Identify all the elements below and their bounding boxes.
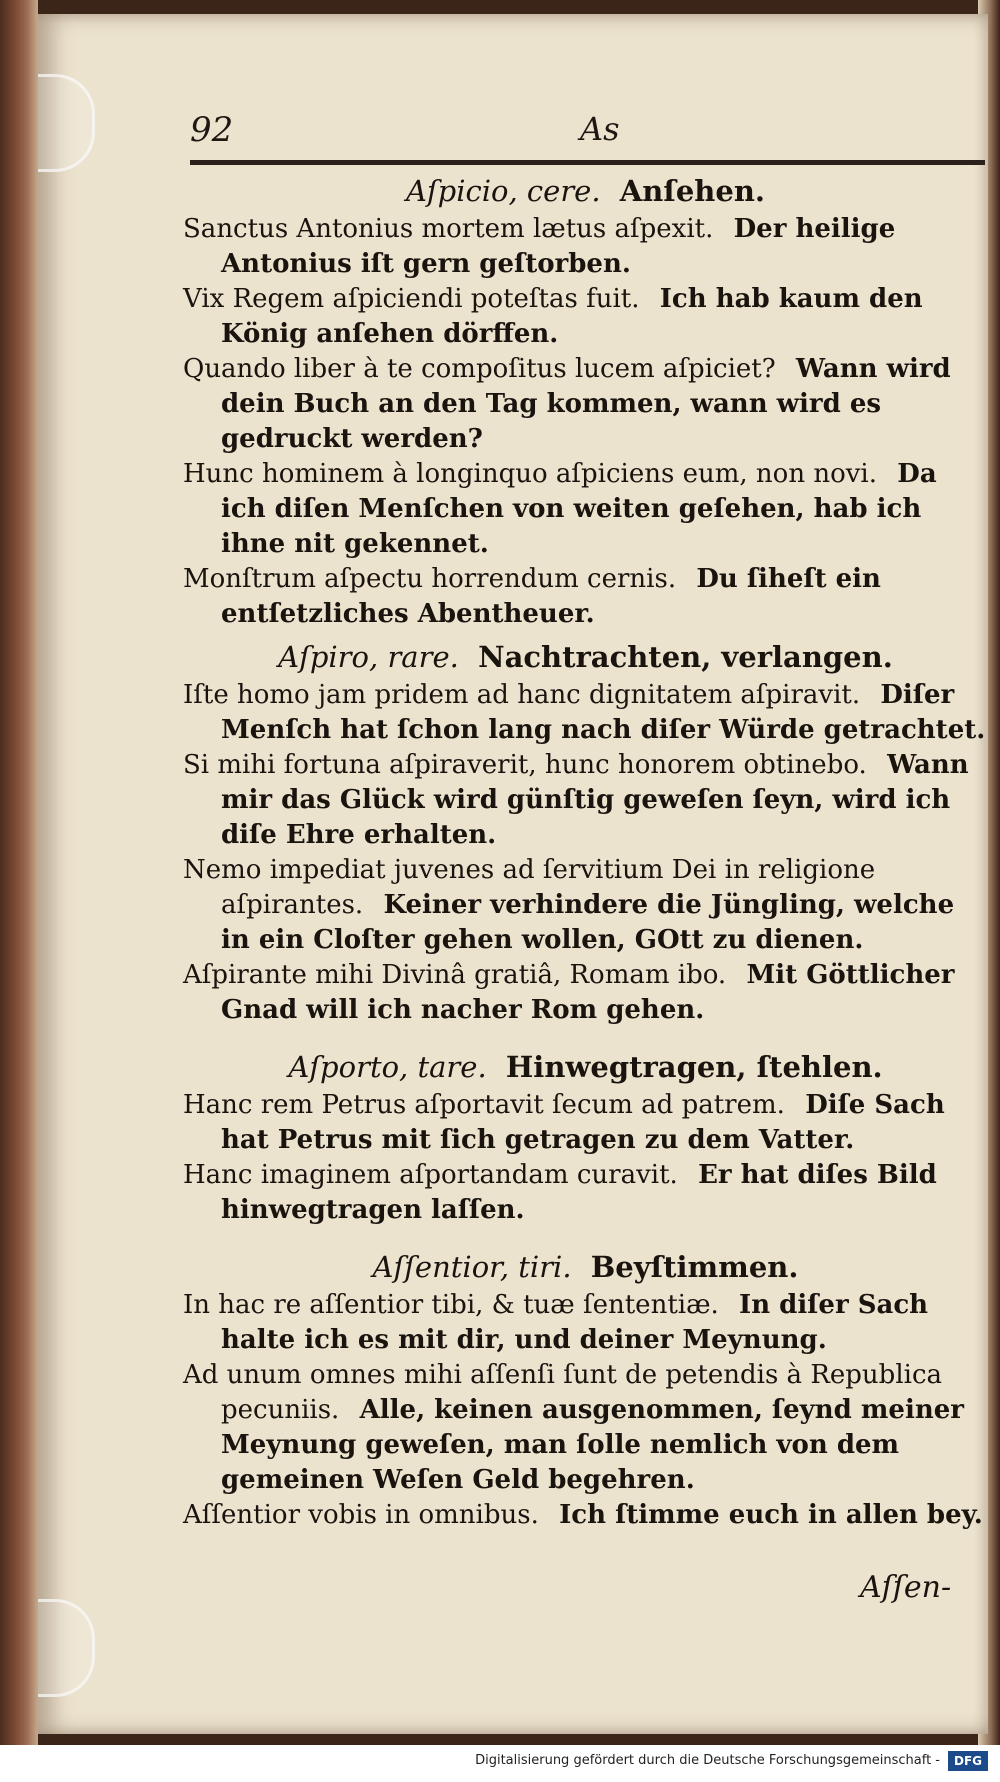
headword-latin: Aſſentior, tiri. bbox=[372, 1250, 572, 1284]
headword-latin: Aſporto, tare. bbox=[288, 1050, 487, 1084]
book-spine bbox=[0, 0, 38, 1745]
example-german: Mit Göttlicher Gnad will ich nacher Rom gehen. bbox=[221, 960, 955, 1025]
example-latin: Aſpirante mihi Divinâ gratiâ, Romam ibo. bbox=[183, 960, 727, 990]
example bbox=[183, 958, 988, 1028]
page-header bbox=[190, 110, 975, 160]
example bbox=[183, 282, 988, 352]
example bbox=[183, 352, 988, 457]
entry-aspiro bbox=[183, 636, 988, 1028]
example-latin: Ad unum omnes mihi aſſenſi ſunt de petendis à Republica pecuniis. bbox=[183, 1360, 943, 1425]
headword-german: Beyſtimmen. bbox=[590, 1250, 799, 1284]
example bbox=[183, 748, 988, 853]
entry-headword bbox=[183, 1046, 988, 1088]
entry-asporto bbox=[183, 1046, 988, 1228]
example-latin: Aſſentior vobis in omnibus. bbox=[183, 1500, 539, 1530]
example-german: Ich ſtimme euch in allen bey. bbox=[559, 1500, 983, 1530]
example-german: Du ſiheſt ein entſetzliches Abentheuer. bbox=[221, 564, 881, 629]
catchword: Aſſen- bbox=[860, 1570, 952, 1605]
example-latin: Monſtrum aſpectu horrendum cernis. bbox=[183, 564, 677, 594]
example bbox=[183, 457, 988, 562]
example-german: Wann mir das Glück wird günſtig geweſen ſeyn, wird ich diſe Ehre erhalten. bbox=[221, 750, 969, 850]
example-latin: Hunc hominem à longinquo aſpiciens eum, non novi. bbox=[183, 459, 877, 489]
example-latin: Hanc rem Petrus aſportavit ſecum ad patrem. bbox=[183, 1090, 785, 1120]
header-rule bbox=[190, 160, 985, 165]
example-latin: Si mihi fortuna aſpiraverit, hunc honorem obtinebo. bbox=[183, 750, 867, 780]
example bbox=[183, 678, 988, 748]
example bbox=[183, 1158, 988, 1228]
page-clip-top bbox=[38, 74, 95, 172]
example-latin: Nemo impediat juvenes ad ſervitium Dei in religione aſpirantes. bbox=[183, 855, 876, 920]
headword-german: Hinwegtragen, ſtehlen. bbox=[505, 1050, 883, 1084]
example-german: Alle, keinen ausgenommen, ſeynd meiner Meynung geweſen, man ſolle nemlich von dem gemeinen Weſen Geld begehren. bbox=[221, 1395, 964, 1495]
entry-headword bbox=[183, 1246, 988, 1288]
example bbox=[183, 1288, 988, 1358]
example bbox=[183, 212, 988, 282]
example-latin: Sanctus Antonius mortem lætus aſpexit. bbox=[183, 214, 714, 244]
example-german: In diſer Sach halte ich es mit dir, und deiner Meynung. bbox=[221, 1290, 929, 1355]
example bbox=[183, 1088, 988, 1158]
example-german: Der heilige Antonius iſt gern geſtorben. bbox=[221, 214, 896, 279]
example bbox=[183, 1498, 988, 1533]
example-german: Ich hab kaum den König anſehen dörffen. bbox=[221, 284, 923, 349]
page-number: 92 bbox=[190, 110, 234, 150]
page-clip-bottom bbox=[38, 1599, 95, 1697]
example-german: Da ich diſen Menſchen von weiten geſehen, hab ich ihne nit gekennet. bbox=[221, 459, 937, 559]
example-latin: Iſte homo jam pridem ad hanc dignitatem aſpiravit. bbox=[183, 680, 861, 710]
example-latin: Quando liber à te compoſitus lucem aſpiciet? bbox=[183, 354, 776, 384]
headword-latin: Aſpiro, rare. bbox=[278, 640, 459, 674]
example-german: Keiner verhindere die Jüngling, welche in ein Cloſter gehen wollen, GOtt zu dienen. bbox=[221, 890, 955, 955]
entry-headword bbox=[183, 170, 988, 212]
example-latin: Vix Regem aſpiciendi poteſtas fuit. bbox=[183, 284, 640, 314]
example-german: Er hat diſes Bild hinwegtragen laſſen. bbox=[221, 1160, 937, 1225]
entry-assentior bbox=[183, 1246, 988, 1533]
example-latin: In hac re aſſentior tibi, & tuæ ſententiæ. bbox=[183, 1290, 719, 1320]
example bbox=[183, 1358, 988, 1498]
headword-german: Nachtrachten, verlangen. bbox=[478, 640, 893, 674]
entry-aspicio bbox=[183, 170, 988, 632]
example-german: Diſer Menſch hat ſchon lang nach diſer Würde getrachtet. bbox=[221, 680, 986, 745]
digitization-footer bbox=[0, 1745, 1000, 1782]
footer-credit: Digitalisierung gefördert durch die Deutsche Forschungsgemeinschaft - bbox=[475, 1753, 940, 1768]
example-german: Wann wird dein Buch an den Tag kommen, wann wird es gedruckt werden? bbox=[221, 354, 951, 454]
example-latin: Hanc imaginem aſportandam curavit. bbox=[183, 1160, 678, 1190]
example bbox=[183, 562, 988, 632]
dfg-logo: DFG bbox=[948, 1751, 988, 1771]
headword-german: Anſehen. bbox=[619, 174, 766, 208]
headword-latin: Aſpicio, cere. bbox=[405, 174, 601, 208]
entry-headword bbox=[183, 636, 988, 678]
example-german: Diſe Sach hat Petrus mit ſich getragen zu dem Vatter. bbox=[221, 1090, 945, 1155]
running-head: As bbox=[580, 110, 620, 148]
example bbox=[183, 853, 988, 958]
